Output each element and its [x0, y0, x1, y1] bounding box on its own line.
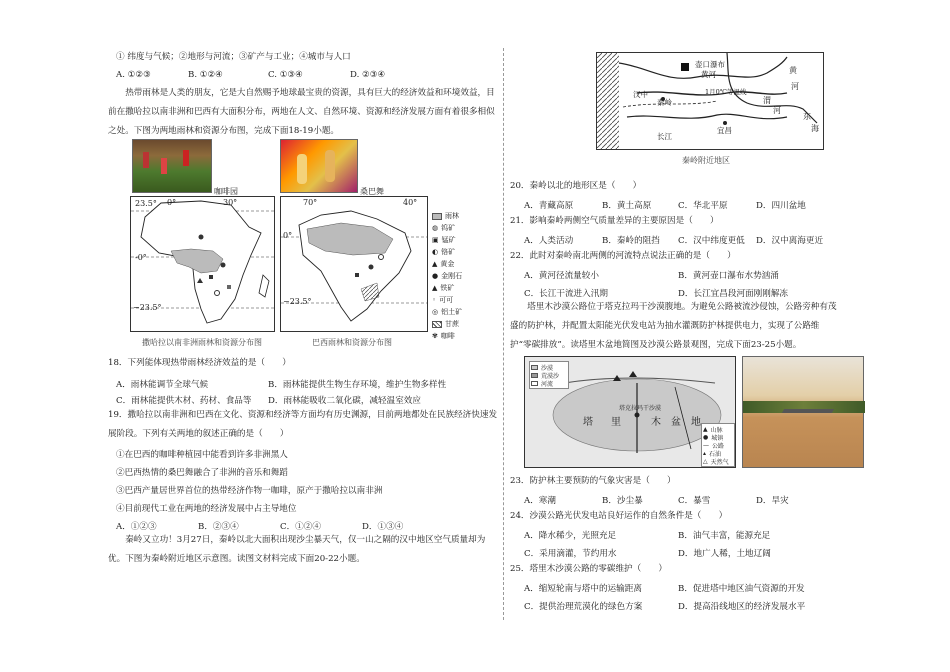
legend-coffee: ✾ 咖啡: [432, 332, 455, 340]
q22-c: C．长江干流进入汛期: [524, 289, 608, 299]
label-he: 河: [791, 82, 799, 91]
tarim-legend-river: 河流: [531, 379, 567, 387]
tarim-legend-desert: 沙漠: [531, 363, 567, 371]
iron-icon: ▲: [432, 284, 438, 292]
desert-highway-photo: [742, 356, 864, 468]
tarim-legend-2: [701, 423, 735, 467]
q18-a: A．雨林能调节全球气候: [116, 380, 209, 390]
q23: 23．防护林主要预防的气象灾害是（ ）: [510, 476, 676, 486]
q20-c: C．华北平原: [678, 201, 728, 211]
q18-d: D．雨林能吸收二氧化碳，减轻温室效应: [268, 396, 421, 406]
q21-c: C．汉中纬度更低: [678, 236, 745, 246]
brazil-map-caption: 巴西雨林和资源分布图: [312, 338, 392, 347]
legend-rainforest: 雨林: [432, 210, 478, 222]
legend-diamond: ● 金刚石: [432, 272, 463, 280]
q25-d: D．提高沿线地区的经济发展水平: [678, 602, 806, 612]
label-changjiang: 长江: [657, 132, 672, 141]
q20: 20．秦岭以北的地形区是（ ）: [510, 181, 642, 191]
intro-20-22: 秦岭又立功！3月27日，秦岭以北大面积出现沙尘暴天气，仅一山之隔的汉中地区空气质量却为优。下图为秦岭附近地区示意图。读图文材料完成下面20-22小题。: [108, 535, 486, 564]
legend-chromium: ◐ 铬矿: [432, 248, 456, 256]
tarim-char-5: 地: [691, 417, 701, 428]
q21-d: D．汉中离海更近: [756, 236, 824, 246]
brazil-lat-0: 0°: [283, 231, 293, 240]
q25-a: A．缩短轮南与塔中的运输距离: [524, 584, 642, 594]
legend-bauxite: ◎ 铝土矿: [432, 308, 463, 316]
legend-manganese: ▣ 锰矿: [432, 236, 456, 244]
photo-label-samba: 桑巴舞: [360, 187, 384, 196]
q24-d: D．地广人稀，土地辽阔: [678, 549, 771, 559]
label-isotherm: 1月0℃等温线: [705, 88, 747, 96]
qinling-map-caption: 秦岭附近地区: [682, 156, 730, 165]
tarim-char-2: 里: [611, 417, 621, 428]
q19-a: A．①②③: [116, 522, 157, 532]
diamond-icon: ●: [432, 272, 439, 280]
brazil-lat-minus-23-5: −23.5°: [283, 297, 312, 306]
tarim-char-3: 木: [651, 417, 661, 428]
choice-d: D. ②③④: [350, 70, 386, 80]
tarim-legend-oil: ▴ 石油: [703, 449, 722, 458]
right-column: [510, 0, 840, 672]
oil-icon: ▴: [703, 449, 707, 457]
q23-d: D．旱灾: [756, 496, 789, 506]
tarim-desert-label: 塔克拉玛干沙漠: [619, 405, 662, 412]
samba-dance-photo: [280, 139, 358, 193]
q21-a: A．人类活动: [524, 236, 574, 246]
bauxite-icon: ◎: [432, 308, 439, 316]
q25-b: B．促进塔中地区油气资源的开发: [678, 584, 805, 594]
legend-sugarcane: 甘蔗: [432, 318, 478, 330]
africa-lon-0: 0°: [167, 198, 177, 207]
label-hanzhong: 汉中: [633, 90, 648, 99]
map-legend: [432, 210, 478, 342]
q21-b: B．秦岭的阻挡: [602, 236, 660, 246]
tarim-legend: [529, 361, 569, 389]
tungsten-icon: ◍: [432, 224, 439, 232]
brazil-lon-70: 70°: [303, 198, 318, 207]
q24: 24．沙漠公路光伏发电站良好运作的自然条件是（ ）: [510, 511, 728, 521]
q22: 22．此时对秦岭南北两侧的河流特点说法正确的是（ ）: [510, 251, 736, 261]
q23-b: B．沙尘暴: [602, 496, 643, 506]
q22-a: A．黄河径流量较小: [524, 271, 599, 281]
label-yichang: 宜昌: [717, 126, 732, 135]
q19-item-2: ②巴西热情的桑巴舞融合了非洲的音乐和舞蹈: [116, 468, 288, 478]
cocoa-icon: ◦: [432, 296, 437, 304]
tarim-legend-road: — 公路: [703, 441, 725, 450]
q22-b: B．黄河壶口瀑布水势汹涌: [678, 271, 779, 281]
q24-a: A．降水稀少，光照充足: [524, 531, 617, 541]
africa-map-caption: 撒哈拉以南非洲雨林和资源分布图: [142, 338, 262, 347]
label-wei: 渭: [763, 96, 771, 105]
q20-a: A．青藏高原: [524, 201, 574, 211]
label-dong: 东: [803, 112, 811, 121]
column-divider: [503, 48, 504, 620]
qinling-map: [596, 52, 824, 150]
tarim-legend-waste: 荒漠沙: [531, 371, 567, 379]
q18-c: C．雨林能提供木材、药材、食品等: [116, 396, 252, 406]
label-qinling: 秦岭: [657, 98, 672, 107]
q18-b: B．雨林能提供生物生存环境，维护生物多样性: [268, 380, 447, 390]
q24-b: B．油气丰富，能源充足: [678, 531, 771, 541]
tarim-char-4: 盆: [671, 417, 681, 428]
q19-item-4: ④目前现代工业在两地的经济发展中占主导地位: [116, 504, 297, 514]
q25-c: C．提供治理荒漠化的绿色方案: [524, 602, 643, 612]
africa-lat-23-5: 23.5°: [135, 199, 157, 208]
gas-icon: △: [703, 457, 708, 465]
legend-cocoa: ◦ 可可: [432, 296, 454, 304]
label-huang: 黄: [789, 66, 797, 75]
intro-23-25: 塔里木沙漠公路位于塔克拉玛干沙漠腹地。为避免公路被流沙侵蚀，公路旁种有茂盛的防护林，并配置太阳能光伏发电站为抽水灌溉防护林提供电力，实现了公路维护“零碳排放”。读塔里木盆地简图及沙漠公路景观图，完成下面23-25小题。: [510, 302, 837, 350]
label-he-2: 河: [773, 106, 781, 115]
brazil-lon-40: 40°: [403, 198, 418, 207]
coffee-icon: ✾: [432, 332, 438, 340]
africa-lon-30: 30°: [223, 198, 238, 207]
q19-item-1: ①在巴西的咖啡种植园中能看到许多非洲黑人: [116, 450, 288, 460]
town-icon: ●: [703, 433, 709, 441]
brazil-map: [280, 196, 428, 332]
label-hai: 海: [811, 124, 819, 133]
tarim-legend-gas: △ 天然气: [703, 457, 729, 466]
q23-c: C．暴雪: [678, 496, 711, 506]
legend-tungsten: ◍ 钨矿: [432, 224, 456, 232]
q19-item-3: ③巴西产量居世界首位的热带经济作物一咖啡，原产于撒哈拉以南非洲: [116, 486, 383, 496]
gold-icon: ▲: [432, 260, 438, 268]
tarim-legend-town: ● 城镇: [703, 433, 724, 442]
q20-b: B．黄土高原: [602, 201, 652, 211]
coffee-plantation-photo: [132, 139, 212, 193]
sugarcane-swatch-icon: [432, 321, 442, 328]
q24-c: C．采用滴灌，节约用水: [524, 549, 617, 559]
tarim-legend-mountain: ▲ 山脉: [703, 425, 723, 434]
q19-c: C．①②④: [280, 522, 321, 532]
legend-iron: ▲ 铁矿: [432, 284, 455, 292]
africa-map: [130, 196, 275, 332]
chromium-icon: ◐: [432, 248, 439, 256]
q22-d: D．长江宜昌段河面刚刚解冻: [678, 289, 789, 299]
road-icon: —: [703, 441, 709, 449]
intro-18-19: 热带雨林是人类的朋友，它是大自然赐予地球最宝贵的资源，具有巨大的经济效益和环境效益，目前在撒哈拉以南非洲和巴西有大面积分布，两地在人文、自然环境、资源和经济发展方面有着很多相似之处。下图为两地雨林和资源分布图，完成下面18-19小题。: [108, 88, 495, 136]
manganese-icon: ▣: [432, 236, 439, 244]
q-top-options: ① 纬度与气候；②地形与河流；③矿产与工业；④城市与人口: [116, 52, 351, 62]
mountain-icon: ▲: [703, 425, 708, 433]
africa-lat-0: -0°: [135, 253, 147, 262]
africa-lat-minus-23-5: −23.5°: [133, 303, 162, 312]
legend-gold: ▲ 黄金: [432, 260, 455, 268]
choice-a: A. ①②③: [116, 70, 151, 80]
choice-c: C. ①③④: [268, 70, 303, 80]
q25: 25．塔里木沙漠公路的零碳维护（ ）: [510, 564, 668, 574]
q18: 18．下列能体现热带雨林经济效益的是（ ）: [108, 358, 291, 368]
q19: 19．撒哈拉以南非洲和巴西在文化、资源和经济等方面均有历史渊源，目前两地都处在民族经济快速发展阶段。下列有关两地的叙述正确的是（ ）: [108, 410, 498, 439]
rainforest-swatch-icon: [432, 213, 442, 220]
choice-b: B. ①②④: [188, 70, 223, 80]
q19-b: B．②③④: [198, 522, 239, 532]
q23-a: A．寒潮: [524, 496, 556, 506]
q20-d: D．四川盆地: [756, 201, 806, 211]
q19-d: D．①③④: [362, 522, 404, 532]
q21: 21．影响秦岭两侧空气质量差异的主要原因是（ ）: [510, 216, 719, 226]
label-hukou-waterfall: 壶口瀑布: [695, 60, 725, 69]
photo-label-coffee: 咖啡园: [214, 187, 238, 196]
label-huanghe-small: 黄河: [701, 70, 716, 79]
tarim-char-1: 塔: [583, 417, 593, 428]
tarim-basin-map: [524, 356, 736, 468]
left-column: [108, 0, 500, 672]
